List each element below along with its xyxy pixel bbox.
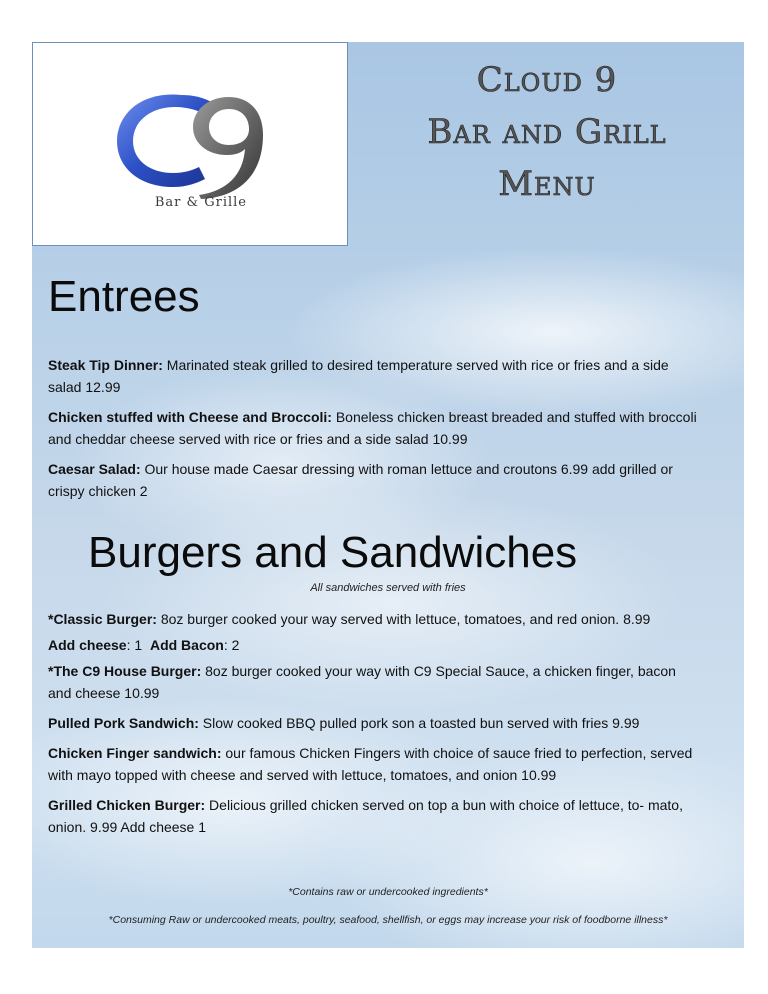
c9-logo-icon — [103, 83, 283, 203]
item-desc: our famous Chicken Fingers with choice of sauce fried to perfection, served with mayo topped with cheese and served with lettuce, tomatoes, and onion 10.99 — [48, 745, 693, 783]
logo-text: Bar & Grille — [154, 195, 247, 210]
item-desc: 8oz burger cooked your way with C9 Special Sauce, a chicken finger, bacon and cheese 10.99 — [48, 663, 676, 701]
item-name: Chicken stuffed with Cheese and Broccoli: — [48, 409, 332, 425]
menu-item — [48, 406, 698, 450]
menu-item — [48, 660, 698, 704]
item-name: Pulled Pork Sandwich: — [48, 715, 199, 731]
entrees-heading: Entrees — [48, 272, 200, 321]
menu-item — [48, 712, 698, 734]
title-line-2: Bar and Grill — [427, 112, 667, 152]
title-line-1: Cloud 9 — [476, 60, 618, 100]
menu-item — [48, 742, 698, 786]
burgers-subtitle: All sandwiches served with fries — [310, 582, 466, 594]
item-name: Steak Tip Dinner: — [48, 357, 163, 373]
footer-illness-warning: *Consuming Raw or undercooked meats, poultry, seafood, shellfish, or eggs may increase your risk of foodborne illness* — [108, 914, 668, 926]
logo-box — [32, 42, 348, 246]
addon-cheese-price: : 1 — [126, 637, 143, 653]
item-desc: Slow cooked BBQ pulled pork son a toasted bun served with fries 9.99 — [198, 715, 640, 731]
addons-line — [48, 634, 698, 656]
item-desc: 8oz burger cooked your way served with lettuce, tomatoes, and red onion. 8.99 — [156, 611, 651, 627]
entrees-list — [48, 354, 698, 510]
menu-item — [48, 354, 698, 398]
item-desc: Delicious grilled chicken served on top a bun with choice of lettuce, to- mato, onion. 9.99 Add cheese 1 — [48, 797, 683, 835]
menu-title — [362, 54, 732, 210]
burgers-heading: Burgers and Sandwiches — [88, 528, 578, 577]
item-name: Grilled Chicken Burger: — [48, 797, 206, 813]
burgers-list — [48, 608, 698, 842]
item-name: Caesar Salad: — [48, 461, 141, 477]
title-line-3: Menu — [498, 164, 596, 204]
menu-item — [48, 794, 698, 838]
menu-item — [48, 608, 698, 630]
addon-bacon-label: Add Bacon — [149, 637, 224, 653]
addon-bacon-price: : 2 — [223, 637, 240, 653]
item-name: *Classic Burger: — [48, 611, 157, 627]
item-name: *The C9 House Burger: — [48, 663, 202, 679]
footer-raw-note: *Contains raw or undercooked ingredients* — [288, 886, 488, 898]
item-desc: Marinated steak grilled to desired temperature served with rice or fries and a side salad 12.99 — [48, 357, 669, 395]
addon-cheese-label: Add cheese — [48, 637, 127, 653]
item-desc: Boneless chicken breast breaded and stuffed with broccoli and cheddar cheese served with rice or fries and a side salad 10.99 — [48, 409, 697, 447]
menu-item — [48, 458, 698, 502]
item-name: Chicken Finger sandwich: — [48, 745, 222, 761]
item-desc: Our house made Caesar dressing with roman lettuce and croutons 6.99 add grilled or crispy chicken 2 — [48, 461, 673, 499]
menu-page — [32, 42, 744, 948]
